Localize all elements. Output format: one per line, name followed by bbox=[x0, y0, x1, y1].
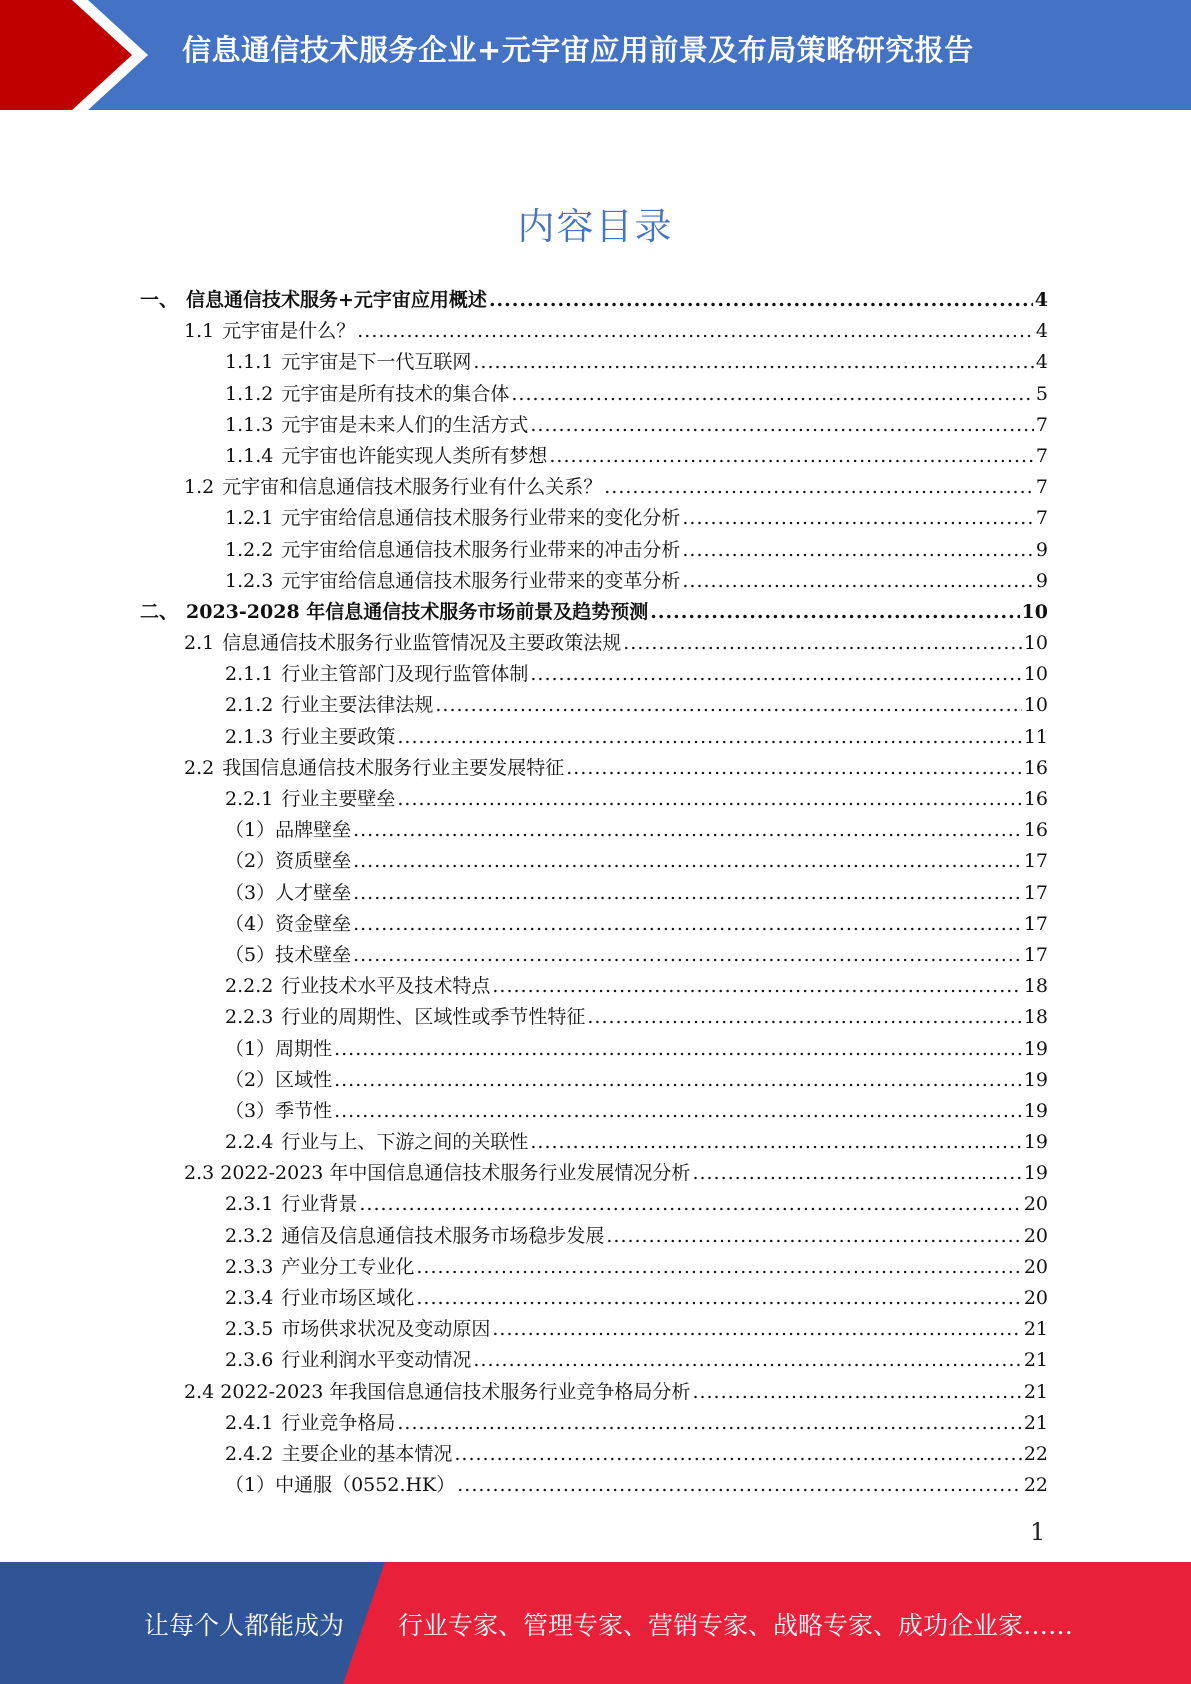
toc-dot-leader bbox=[397, 722, 1021, 753]
toc-entry-number: 2.1.2 bbox=[225, 694, 274, 717]
page-number: 1 bbox=[1030, 1518, 1046, 1546]
toc-dot-leader bbox=[604, 472, 1034, 503]
toc-entry-number: 2.2.2 bbox=[225, 975, 274, 998]
toc-dot-leader bbox=[397, 1408, 1021, 1439]
toc-entry-number: 2.3.2 bbox=[225, 1224, 274, 1247]
toc-entry-page: 10 bbox=[1023, 632, 1048, 655]
toc-entry-number: 2.3.3 bbox=[225, 1255, 274, 1278]
toc-dot-leader bbox=[334, 1096, 1022, 1127]
toc-entry-page: 19 bbox=[1023, 1162, 1048, 1185]
toc-entry-page: 17 bbox=[1023, 943, 1048, 966]
footer-slogan-left: 让每个人都能成为 bbox=[144, 1611, 345, 1640]
toc-entry-page: 10 bbox=[1023, 663, 1048, 686]
toc-entry[interactable] bbox=[140, 815, 1048, 846]
toc-entry-page: 5 bbox=[1035, 382, 1048, 405]
toc-entry-title: 信息通信技术服务+元宇宙应用概述 bbox=[186, 289, 487, 311]
toc-entry-title: 元宇宙是什么？ bbox=[222, 320, 356, 343]
toc-entry-title: 行业主要壁垒 bbox=[281, 788, 396, 810]
toc-dot-leader bbox=[353, 909, 1022, 940]
toc-dot-leader bbox=[435, 690, 1021, 721]
toc-entry-title: 通信及信息通信技术服务市场稳步发展 bbox=[281, 1224, 605, 1247]
toc-entry-page: 20 bbox=[1023, 1224, 1048, 1247]
toc-entry-page: 4 bbox=[1035, 320, 1048, 343]
footer-slogan-right: 行业专家、管理专家、营销专家、战略专家、成功企业家…… bbox=[398, 1611, 1074, 1640]
toc-entry-number: 2.3.5 bbox=[225, 1318, 274, 1341]
toc-dot-leader bbox=[457, 1470, 1022, 1501]
toc-entry-title: 元宇宙是下一代互联网 bbox=[281, 351, 472, 374]
toc-dot-leader bbox=[353, 878, 1022, 909]
toc-dot-leader bbox=[353, 940, 1022, 971]
toc-entry-number: 2.3.1 bbox=[225, 1193, 274, 1216]
toc-entry[interactable] bbox=[140, 909, 1048, 940]
toc-dot-leader bbox=[416, 1252, 1021, 1283]
toc-dot-leader bbox=[454, 1439, 1021, 1470]
toc-entry-title: 我国信息通信技术服务行业主要发展特征 bbox=[222, 756, 565, 779]
toc-entry-title: （4）资金壁垒 bbox=[225, 912, 352, 935]
toc-entry-number: 2.2.4 bbox=[225, 1131, 274, 1154]
toc-entry-title: 2023-2028 年信息通信技术服务市场前景及趋势预测 bbox=[186, 600, 649, 623]
toc-dot-leader bbox=[530, 410, 1034, 441]
toc-entry-title: 行业利润水平变动情况 bbox=[281, 1349, 472, 1372]
toc-entry-title: 元宇宙是所有技术的集合体 bbox=[281, 382, 510, 405]
toc-dot-leader bbox=[473, 1345, 1021, 1376]
toc-dot-leader bbox=[566, 753, 1022, 784]
toc-entry-title: 信息通信技术服务行业监管情况及主要政策法规 bbox=[222, 632, 622, 655]
toc-entry[interactable] bbox=[140, 628, 1048, 659]
toc-dot-leader bbox=[359, 1189, 1021, 1220]
toc-entry-page: 7 bbox=[1035, 476, 1048, 499]
toc-entry-title: （3）季节性 bbox=[225, 1099, 333, 1122]
toc-entry-title: 行业主要法律法规 bbox=[281, 694, 434, 717]
toc-dot-leader bbox=[353, 846, 1022, 877]
toc-entry-number: 1.1.3 bbox=[225, 413, 274, 436]
toc-dot-leader bbox=[692, 1377, 1021, 1408]
toc-entry-page: 21 bbox=[1023, 1380, 1048, 1403]
toc-entry[interactable] bbox=[140, 753, 1048, 784]
toc-entry[interactable] bbox=[140, 1283, 1048, 1314]
toc-dot-leader bbox=[682, 535, 1034, 566]
toc-entry-page: 7 bbox=[1035, 413, 1048, 436]
toc-entry-title: 产业分工专业化 bbox=[281, 1255, 415, 1278]
toc-entry-page: 22 bbox=[1023, 1442, 1048, 1465]
toc-entry[interactable] bbox=[140, 784, 1048, 815]
toc-entry[interactable] bbox=[140, 722, 1048, 753]
toc-dot-leader bbox=[492, 971, 1021, 1002]
toc-dot-leader bbox=[357, 316, 1034, 347]
toc-entry[interactable] bbox=[140, 316, 1048, 347]
toc-entry-number: 2.3.6 bbox=[225, 1349, 274, 1372]
toc-entry-page: 19 bbox=[1023, 1068, 1048, 1091]
toc-entry-number: 1.2.2 bbox=[225, 538, 274, 561]
toc-entry-page: 16 bbox=[1023, 756, 1048, 779]
toc-dot-leader bbox=[530, 1127, 1021, 1158]
toc-dot-leader bbox=[606, 1221, 1021, 1252]
toc-entry[interactable] bbox=[140, 1252, 1048, 1283]
toc-entry[interactable] bbox=[140, 347, 1048, 378]
toc-dot-leader bbox=[650, 597, 1019, 628]
toc-entry-title: 元宇宙给信息通信技术服务行业带来的变化分析 bbox=[281, 507, 681, 530]
toc-entry[interactable] bbox=[140, 379, 1048, 410]
toc-entry-number: 1.2 bbox=[184, 476, 215, 499]
toc-entry[interactable] bbox=[140, 441, 1048, 472]
toc-entry-page: 19 bbox=[1023, 1131, 1048, 1154]
toc-entry[interactable] bbox=[140, 597, 1048, 628]
toc-dot-leader bbox=[334, 1065, 1022, 1096]
toc-entry-title: 2.4 2022-2023 年我国信息通信技术服务行业竞争格局分析 bbox=[184, 1380, 691, 1403]
toc-entry-number: 2.2.3 bbox=[225, 1006, 274, 1029]
toc-entry-number: 2.2.1 bbox=[225, 788, 274, 810]
toc-entry-page: 17 bbox=[1023, 881, 1048, 904]
toc-entry-title: 元宇宙给信息通信技术服务行业带来的冲击分析 bbox=[281, 538, 681, 561]
toc-entry-page: 16 bbox=[1023, 819, 1048, 842]
toc-entry-page: 18 bbox=[1023, 975, 1048, 998]
toc-entry-title: 2.3 2022-2023 年中国信息通信技术服务行业发展情况分析 bbox=[184, 1162, 691, 1185]
toc-dot-leader bbox=[549, 441, 1034, 472]
toc-entry-title: （1）品牌壁垒 bbox=[225, 819, 352, 842]
page-header bbox=[0, 0, 1191, 110]
toc-dot-leader bbox=[682, 566, 1034, 597]
toc-entry-page: 19 bbox=[1023, 1099, 1048, 1122]
toc-entry-title: 市场供求状况及变动原因 bbox=[281, 1318, 491, 1341]
toc-dot-leader bbox=[511, 379, 1034, 410]
toc-entry-title: 主要企业的基本情况 bbox=[281, 1442, 453, 1465]
toc-entry-page: 21 bbox=[1023, 1411, 1048, 1434]
toc-entry-page: 20 bbox=[1023, 1255, 1048, 1278]
toc-dot-leader bbox=[334, 1034, 1022, 1065]
toc-entry-page: 17 bbox=[1023, 912, 1048, 935]
toc-entry[interactable] bbox=[140, 503, 1048, 534]
toc-entry-page: 20 bbox=[1023, 1287, 1048, 1309]
toc-entry-page: 9 bbox=[1035, 538, 1048, 561]
toc-entry[interactable] bbox=[140, 1127, 1048, 1158]
toc-entry[interactable] bbox=[140, 846, 1048, 877]
toc-dot-leader bbox=[623, 628, 1022, 659]
toc-entry[interactable] bbox=[140, 285, 1048, 316]
toc-entry-page: 19 bbox=[1023, 1037, 1048, 1060]
toc-entry[interactable] bbox=[140, 472, 1048, 503]
toc-entry[interactable] bbox=[140, 566, 1048, 597]
toc-entry[interactable] bbox=[140, 410, 1048, 441]
toc-dot-leader bbox=[682, 503, 1034, 534]
toc-entry[interactable] bbox=[140, 1189, 1048, 1220]
toc-entry-title: 行业主要政策 bbox=[281, 725, 396, 748]
toc-entry-page: 10 bbox=[1021, 600, 1048, 623]
toc-entry-title: 行业市场区域化 bbox=[281, 1287, 415, 1309]
page-footer bbox=[0, 1562, 1191, 1684]
toc-entry-number: 2.3.4 bbox=[225, 1287, 274, 1309]
toc-entry-page: 9 bbox=[1035, 569, 1048, 592]
toc-dot-leader bbox=[489, 285, 1033, 316]
toc-entry-page: 18 bbox=[1023, 1006, 1048, 1029]
toc-entry-number: 二、 bbox=[140, 600, 179, 623]
toc-dot-leader bbox=[692, 1158, 1021, 1189]
toc-entry-title: 行业主管部门及现行监管体制 bbox=[281, 663, 529, 686]
toc-entry-title: 行业的周期性、区域性或季节性特征 bbox=[281, 1006, 586, 1029]
toc-entry-page: 17 bbox=[1023, 850, 1048, 873]
toc-dot-leader bbox=[416, 1283, 1021, 1314]
toc-entry[interactable] bbox=[140, 1439, 1048, 1470]
toc-entry-title: 行业与上、下游之间的关联性 bbox=[281, 1131, 529, 1154]
toc-entry-title: 元宇宙给信息通信技术服务行业带来的变革分析 bbox=[281, 569, 681, 592]
toc-dot-leader bbox=[397, 784, 1021, 815]
toc-entry-number: 1.1 bbox=[184, 320, 215, 343]
toc-entry-title: （1）周期性 bbox=[225, 1037, 333, 1060]
toc-entry[interactable] bbox=[140, 1314, 1048, 1345]
toc-entry-page: 21 bbox=[1023, 1318, 1048, 1341]
toc-entry-number: 2.1 bbox=[184, 632, 215, 655]
toc-entry-page: 10 bbox=[1023, 694, 1048, 717]
toc-entry-number: 1.1.2 bbox=[225, 382, 274, 405]
toc-entry[interactable] bbox=[140, 940, 1048, 971]
toc-dot-leader bbox=[587, 1002, 1021, 1033]
toc-entry-title: （2）区域性 bbox=[225, 1068, 333, 1091]
toc-entry-title: 行业竞争格局 bbox=[281, 1411, 396, 1434]
toc-entry-title: （1）中通服（0552.HK） bbox=[225, 1474, 456, 1497]
toc-dot-leader bbox=[530, 659, 1021, 690]
toc-entry-page: 4 bbox=[1035, 351, 1048, 374]
toc-entry-page: 7 bbox=[1035, 444, 1048, 467]
toc-entry-title: 行业技术水平及技术特点 bbox=[281, 975, 491, 998]
toc-entry[interactable] bbox=[140, 1002, 1048, 1033]
toc-entry-number: 一、 bbox=[140, 289, 179, 311]
toc-entry-title: 行业背景 bbox=[281, 1193, 358, 1216]
table-of-contents bbox=[140, 285, 1048, 1501]
toc-entry-page: 22 bbox=[1023, 1474, 1048, 1497]
toc-entry-number: 1.2.3 bbox=[225, 569, 274, 592]
toc-entry-number: 2.1.1 bbox=[225, 663, 274, 686]
toc-entry-number: 2.4.1 bbox=[225, 1411, 274, 1434]
toc-entry[interactable] bbox=[140, 1377, 1048, 1408]
toc-entry-page: 11 bbox=[1023, 725, 1048, 748]
toc-entry[interactable] bbox=[140, 1096, 1048, 1127]
toc-entry[interactable] bbox=[140, 971, 1048, 1002]
toc-entry[interactable] bbox=[140, 1408, 1048, 1439]
toc-entry-page: 16 bbox=[1023, 788, 1048, 810]
toc-entry-page: 7 bbox=[1035, 507, 1048, 530]
toc-entry-page: 20 bbox=[1023, 1193, 1048, 1216]
toc-dot-leader bbox=[492, 1314, 1021, 1345]
toc-entry[interactable] bbox=[140, 1158, 1048, 1189]
toc-entry-number: 2.4.2 bbox=[225, 1442, 274, 1465]
toc-entry-number: 1.1.4 bbox=[225, 444, 274, 467]
toc-entry-number: 1.2.1 bbox=[225, 507, 274, 530]
toc-entry-number: 1.1.1 bbox=[225, 351, 274, 374]
toc-entry-title: 元宇宙和信息通信技术服务行业有什么关系？ bbox=[222, 476, 603, 499]
toc-entry-number: 2.1.3 bbox=[225, 725, 274, 748]
toc-entry[interactable] bbox=[140, 535, 1048, 566]
toc-entry[interactable] bbox=[140, 1034, 1048, 1065]
toc-entry-number: 2.2 bbox=[184, 756, 215, 779]
toc-entry-title: （5）技术壁垒 bbox=[225, 943, 352, 966]
toc-heading: 内容目录 bbox=[517, 205, 674, 248]
toc-entry-title: 元宇宙是未来人们的生活方式 bbox=[281, 413, 529, 436]
toc-entry[interactable] bbox=[140, 1345, 1048, 1376]
toc-entry-page: 21 bbox=[1023, 1349, 1048, 1372]
toc-dot-leader bbox=[473, 347, 1034, 378]
toc-entry[interactable] bbox=[140, 659, 1048, 690]
toc-entry-title: （3）人才壁垒 bbox=[225, 881, 352, 904]
toc-entry-title: 元宇宙也许能实现人类所有梦想 bbox=[281, 444, 548, 467]
toc-entry[interactable] bbox=[140, 1470, 1048, 1501]
toc-entry-title: （2）资质壁垒 bbox=[225, 850, 352, 873]
toc-entry[interactable] bbox=[140, 690, 1048, 721]
toc-entry[interactable] bbox=[140, 1221, 1048, 1252]
toc-entry[interactable] bbox=[140, 878, 1048, 909]
report-title: 信息通信技术服务企业+元宇宙应用前景及布局策略研究报告 bbox=[182, 33, 974, 67]
toc-entry[interactable] bbox=[140, 1065, 1048, 1096]
toc-entry-page: 4 bbox=[1034, 289, 1048, 311]
toc-dot-leader bbox=[353, 815, 1022, 846]
